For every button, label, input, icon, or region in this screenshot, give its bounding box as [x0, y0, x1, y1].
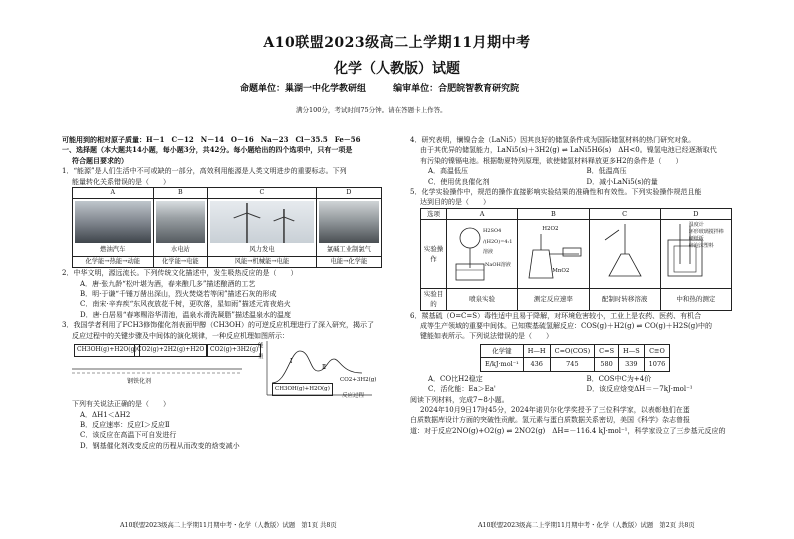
question-2: 2．中华文明，源远流长。下列传统文化描述中，发生吸热反应的是（ ） — [62, 269, 298, 278]
car-photo — [75, 201, 151, 243]
q5-head-c: C — [589, 208, 660, 219]
question-5-table — [420, 208, 732, 311]
q5-apparatus-a — [447, 220, 518, 288]
thermometer-label: 温度计 — [688, 222, 704, 229]
material-line-2: 白质数据库设计方面的突破性贡献。氢元素与蛋白质数据关系密切，美国《科学》杂志曾报 — [410, 416, 690, 425]
q1-header-c: C — [208, 188, 317, 199]
q5-head-b: B — [518, 208, 589, 219]
q4-options-row-2 — [410, 177, 745, 187]
question-4: 4．研究表明，镧镍合金（LaNi5）因其良好的储氢条件成为国际储氢材料的热门研究对象。 — [410, 136, 696, 144]
q6-options-row-2 — [410, 384, 745, 394]
right-column — [410, 135, 745, 436]
bond-value-3: 580 — [595, 358, 619, 371]
bond-head-0: 化学键 — [481, 344, 524, 357]
exam-units — [240, 84, 543, 96]
catalyst-label: 钢铁化剂 — [127, 378, 152, 386]
q5-head-d: D — [660, 208, 731, 219]
bond-head-5: C≡O — [644, 344, 670, 357]
bond-head-4: H—S — [619, 344, 645, 357]
q5-purpose-a: 喷泉实验 — [447, 288, 518, 310]
calorimeter-labels — [689, 222, 733, 250]
q2-option-a: A．唐·张九龄“松叶堪为酒，春来酿几多”描述酿酒的工艺 — [80, 279, 256, 288]
factory-photo — [319, 201, 379, 243]
material-line-1: 2024年10月9日17时45分，2024年诺贝尔化学奖授予了三位科学家，以表彰他们在蛋 — [420, 405, 690, 414]
q1-caption-d: 氯碱工业制氯气 — [326, 246, 371, 254]
q3-option-a: A．ΔH1＜ΔH2 — [80, 410, 131, 419]
question-3-cont: 反应过程中的关键步骤及中间体的演化规律，一种反应机理如图所示： — [72, 331, 289, 340]
question-5-cont: 达到目的的是（ ） — [420, 198, 490, 207]
product-label: CO2+3H2(g) — [340, 377, 377, 384]
bond-energy-table — [480, 344, 670, 372]
exam-note: 满分100分，考试时间75分钟。请在答题卡上作答。 — [296, 106, 447, 114]
q4-option-c: C．使用优良催化剂 — [428, 177, 490, 186]
q2-option-b: B．明·于谦“千锤万凿出深山，烈火焚烧若等闲”描述石灰的形成 — [80, 290, 277, 299]
q5-row-purpose-label: 实验目的 — [421, 288, 447, 310]
question-6-cont-2: 键能如表所示。下列说法错误的是（ ） — [420, 332, 553, 341]
q5-row-operation-label: 实验操作 — [421, 220, 447, 288]
q5-purpose-d: 中和热的测定 — [660, 288, 731, 310]
q4-option-d: D．减小LaNi5(s)的量 — [586, 177, 658, 186]
acid-solution-label: H2SO4 /(H2O)=4:1溶液 — [483, 228, 513, 256]
q1-image-cell-c — [208, 199, 317, 256]
q3-box-3: CO2(g)+3H2(g) — [207, 344, 261, 356]
question-1-cont: 能量转化关系错误的是（ ） — [72, 177, 170, 186]
q5-head-option: 选项 — [421, 208, 447, 219]
question-6-cont-1: 成等生产领域的重要中间体。已知羰基硫氢解反应：COS(g)＋H2(g) ⇌ CO(g)＋H2S(g)中的 — [420, 322, 712, 331]
q4-option-a: A．高温低压 — [428, 167, 469, 176]
q3-option-c: C．该反应在高温下可自发进行 — [80, 431, 177, 440]
q5-apparatus-d — [660, 220, 731, 288]
q5-head-a: A — [447, 208, 518, 219]
footer-right: A10联盟2023级高二上学期11月期中考・化学（人教版）试题 第2页 共8页 — [478, 522, 695, 529]
foam-label: 碎泡沫塑料 — [688, 243, 714, 250]
question-3-prompt: 下列有关说法正确的是（ ） — [72, 400, 170, 409]
question-1-table — [72, 187, 382, 268]
q1-image-cell-d — [316, 199, 381, 256]
turbine-icon — [210, 201, 314, 243]
bond-head-3: C=S — [595, 344, 619, 357]
question-3: 3．我国学者利用了FCH3修饰催化剂表面甲醇（CH3OH）的可逆反应机理进行了深入研究，揭示了 — [62, 321, 374, 330]
q4-option-b: B．低温高压 — [586, 167, 627, 176]
q1-option-c: 风能→机械能→电能 — [208, 256, 317, 267]
q3-option-b: B．反应速率：反应Ⅰ＞反应Ⅱ — [80, 420, 170, 429]
stirrer-label: 环形玻璃搅拌棒 — [688, 229, 724, 236]
question-4-cont-2: 有污染的镍镉电池。根据勒夏特列原理，欲使储氢材料释放更多H2的条件是（ ） — [420, 156, 683, 165]
q5-apparatus-c — [589, 220, 660, 288]
process-axis-label: 反应过程 — [342, 393, 365, 400]
q2-option-c: C．南宋·辛弃疾“东风夜放花千树，更吹落，星如雨”描述元宵夜焰火 — [80, 300, 291, 309]
exam-title: A10联盟2023级高二上学期11月期中考 — [263, 35, 531, 51]
q1-header-b: B — [153, 188, 208, 199]
atomic-masses: 可能用到的相对原子质量：H－1 C－12 N－14 O－16 Na－23 Cl－35.5 Fe－56 — [62, 135, 361, 144]
footer-left: A10联盟2023级高二上学期11月期中考・化学（人教版）试题 第1页 共8页 — [120, 522, 337, 529]
q6-option-d: D．该反应焓变ΔH＝－7kJ·mol⁻¹ — [586, 385, 693, 394]
bond-value-5: 1076 — [644, 358, 670, 371]
bond-value-0: E/kJ·mol⁻¹ — [481, 358, 524, 371]
q1-caption-b: 水电站 — [170, 246, 190, 254]
q3-box-1: CH3OH(g)+H2O(g) — [74, 344, 140, 356]
q1-option-a: 化学能→热能→动能 — [73, 256, 154, 267]
q5-apparatus-b — [518, 220, 589, 288]
q1-option-d: 电能→化学能 — [316, 256, 381, 267]
question-4-cont-1: 由于其优异的储氢能力，LaNi5(s)＋3H2(g) ⇌ LaNi5H6(s) ΔH<0。镍氢电池已经逐渐取代 — [420, 146, 717, 155]
energy-axis-label: 能量 — [258, 343, 264, 360]
reading-instruction: 阅读下列材料，完成7~8小题。 — [410, 395, 509, 404]
bond-value-2: 745 — [550, 358, 595, 371]
exam-subtitle: 化学（人教版）试题 — [334, 61, 460, 77]
question-6: 6．羰基硫（O=C=S）毒性适中且易于降解，对环境危害较小，工业上是农药、医药、有机合 — [410, 311, 702, 320]
bond-value-1: 436 — [523, 358, 550, 371]
bond-value-4: 339 — [619, 358, 645, 371]
q2-option-d: D．唐·白居易“春寒赐浴华清池，温泉水滑洗凝脂”描述温泉水的温度 — [80, 310, 291, 319]
q3-option-d: D．钢基催化剂改变反应的历程从而改变的焓变减小 — [80, 441, 240, 450]
mno2-label: MnO2 — [552, 268, 570, 275]
q1-option-b: 化学能→电能 — [153, 256, 208, 267]
q6-option-a: A．CO比H2稳定 — [428, 374, 483, 383]
q5-purpose-c: 配制时转移溶液 — [589, 288, 660, 310]
q1-header-d: D — [316, 188, 381, 199]
q6-options-row-1 — [410, 374, 745, 384]
q1-caption-c: 风力发电 — [249, 246, 275, 254]
section-one-heading: 一、选择题（本大题共14小题，每小题3分，共42分。每小题给出的四个选项中，只有一项是 — [62, 145, 353, 155]
unit-label: 命题单位：巢湖一中化学教研组 — [240, 84, 367, 94]
wind-turbine-photo — [210, 201, 314, 243]
q1-caption-a: 燃油汽车 — [100, 246, 126, 254]
question-1: 1．“能源”是人们生活中不可或缺的一部分，高效利用能源是人类文明进步的重要标志。下列 — [62, 167, 347, 176]
q1-header-a: A — [73, 188, 154, 199]
q3-mechanism-figure — [72, 341, 397, 399]
naoh-label: NaOH溶液 — [485, 262, 511, 269]
section-one-heading-cont: 符合题目要求的） — [72, 155, 128, 165]
q3-box-4: CH3OH(g)+H2O(g) — [272, 383, 333, 395]
dam-photo — [156, 201, 206, 243]
q6-option-c: C．活化能：Ea＞Ea' — [428, 385, 496, 394]
material-line-3: 道：对于反应2NO(g)+O2(g) ⇌ 2NO2(g) ΔH=－116.4 kJ·mol⁻¹，科学家设立了三步基元反应的 — [410, 426, 726, 435]
cardboard-label: 硬纸板 — [688, 236, 704, 243]
review-label: 编审单位：合肥皖智教育研究院 — [393, 84, 520, 94]
q3-box-2: CO2(g)+2H2(g)+H2O — [134, 344, 207, 356]
step-one-label: Ⅰ — [290, 358, 293, 366]
step-two-label: Ⅱ — [322, 364, 327, 372]
bond-head-1: H—H — [523, 344, 550, 357]
flask-transfer-icon — [591, 220, 659, 284]
q1-image-cell-a — [73, 199, 154, 256]
left-column — [62, 135, 397, 451]
bond-head-2: C=O(COS) — [550, 344, 595, 357]
q5-purpose-b: 测定反应速率 — [518, 288, 589, 310]
q4-options-row-1 — [410, 166, 745, 176]
q1-image-cell-b — [153, 199, 208, 256]
question-5: 5．化学实验操作中，规范的操作直接影响实验结果的准确性和有效性。下列实验操作规范且能 — [410, 188, 702, 197]
h2o2-label: H2O2 — [542, 226, 559, 233]
q6-option-b: B．COS中C为+4价 — [586, 374, 652, 383]
